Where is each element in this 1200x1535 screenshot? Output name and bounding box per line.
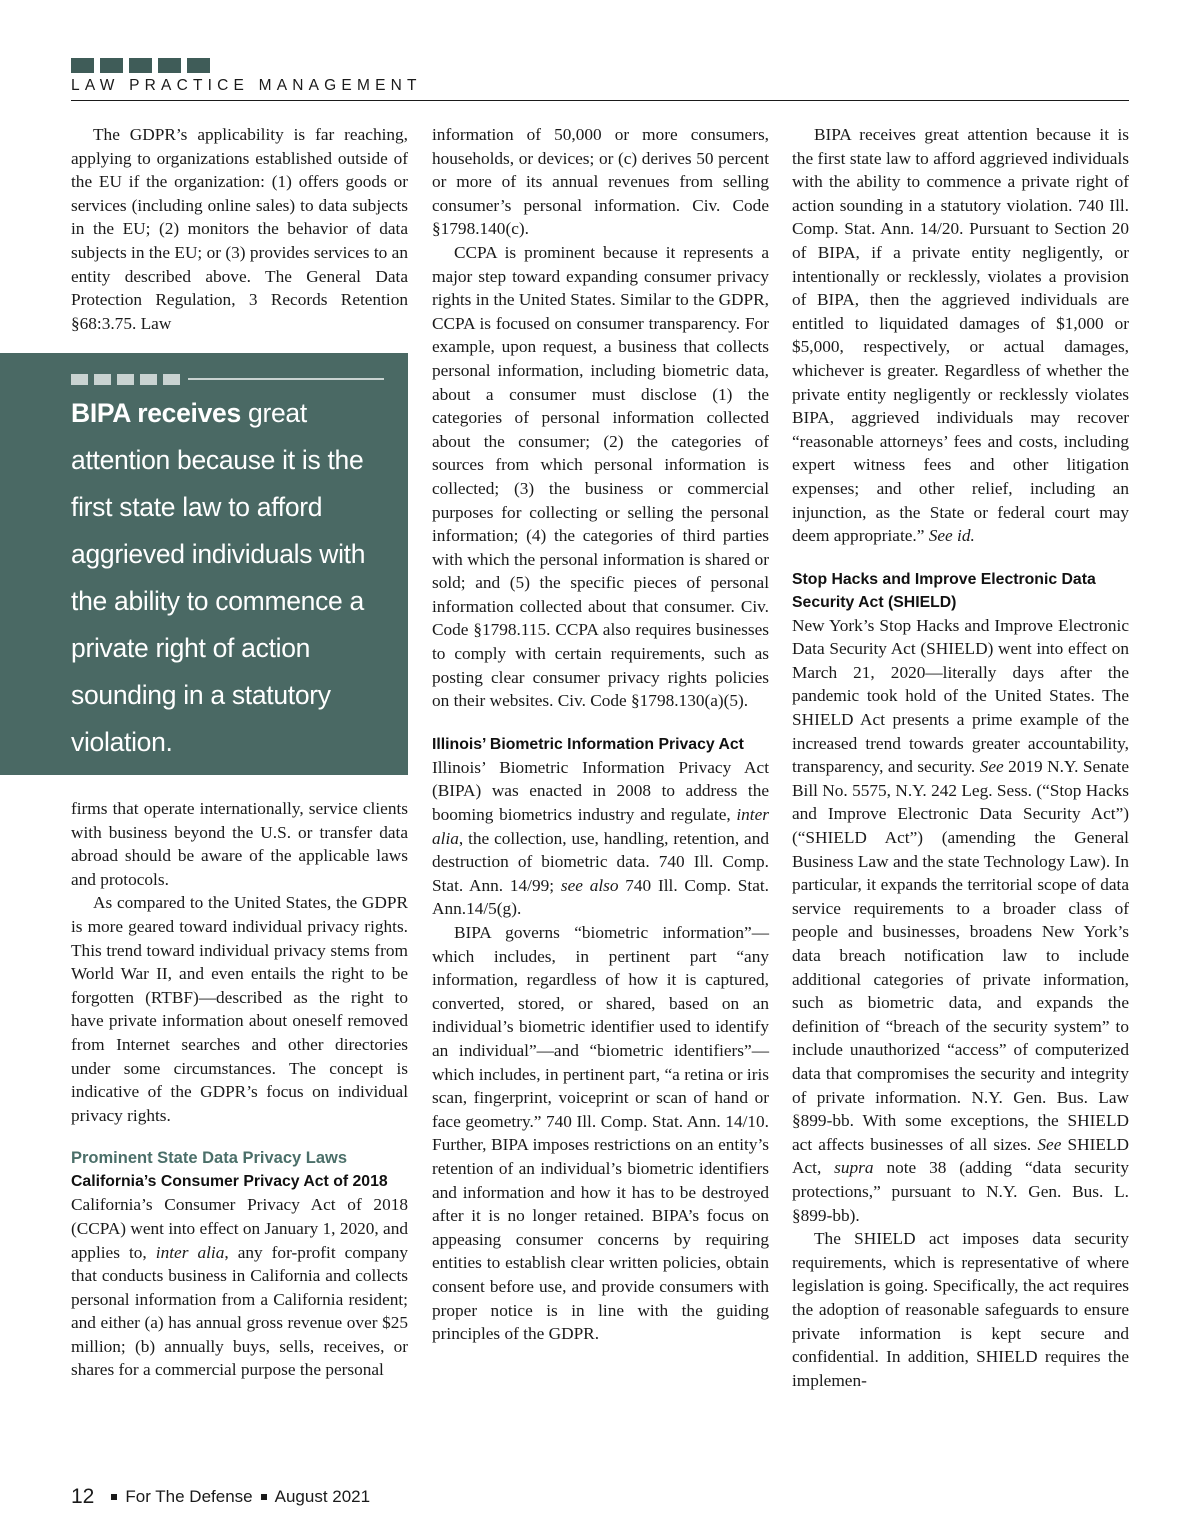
column-3 — [792, 123, 1129, 1392]
header-rule — [71, 100, 1129, 101]
pull-quote-rule — [188, 378, 384, 380]
pull-quote-text — [71, 390, 391, 766]
pull-quote-box — [0, 353, 408, 775]
pull-quote-squares-decoration — [71, 374, 180, 385]
heading-shield: Stop Hacks and Improve Electronic Data Security Act (SHIELD) — [792, 570, 1096, 611]
paragraph-ccpa-intro: California’s Consumer Privacy Act of 2018 (CCPA) went into effect on January 1, 2020, and applies to, inter alia, any for-profit company that conducts business in California and collects personal information from a California resident; and either (a) has annual gross revenue over $25 million; (b) annually buys, sells, receives, or shares for a commercial purpose the personal — [71, 1195, 409, 1380]
paragraph-bipa-attention: BIPA receives great attention because it is the first state law to afford aggrieved individuals with the ability to commence a private right of action sounding in a statutory violation. 740 Ill. Comp. Stat. Ann. 14/20. Pursuant to Section 20 of BIPA, if a private entity negligently, or intentionally or recklessly, violates a provision of BIPA, then the aggrieved individuals are entitled to liquidated damages of $1,000 or $5,000, respectively, or actual damages, whichever is greater. Regardless of whether the private entity negligently or recklessly violates BIPA, aggrieved individuals may recover “reasonable attorneys’ fees and costs, including expert witness fees and other litigation expenses; and other relief, including an injunction, as the State or federal court may deem appropriate.” See id. — [792, 125, 1129, 546]
column-2 — [432, 123, 769, 1346]
pull-quote-lead: BIPA receives — [71, 398, 241, 428]
paragraph-ccpa-prominence: CCPA is prominent because it represents a major step toward expanding consumer privacy rights in the United States. Similar to the GDPR, CCPA is focused on consumer transparency. For example, upon request, a business that collects personal information, including biometric data, about a consumer must disclose (1) the categories of personal information collected about the consumer; (2) the categories of sources from which personal information is collected; (3) the business or commercial purposes for collecting or selling the personal information; (4) the categories of third parties with which the personal information is shared or sold; and (5) the specific pieces of personal information collected about that consumer. Civ. Code §1798.115. CCPA also requires businesses to comply with certain requirements, such as posting clear consumer privacy rights policies on their websites. Civ. Code §1798.130(a)(5). — [432, 242, 769, 711]
column-1-top — [71, 123, 408, 335]
paragraph-gdpr-individual-rights: As compared to the United States, the GDPR is more geared toward individual privacy rights. This trend toward individual privacy stems from World War II, and even entails the right to be forgotten (RTBF)—described as the right to have private information about oneself removed from Internet searches and other directories under some circumstances. The concept is indicative of the GDPR’s focus on individual privacy rights. — [71, 893, 408, 1125]
column-1-bottom — [71, 797, 408, 1382]
paragraph-shield-requirements: The SHIELD act imposes data security requirements, which is representative of where legislation is going. Specifically, the act requires the adoption of reasonable safeguards to ensure private information is kept secure and confidential. In addition, SHIELD requires the implemen- — [792, 1229, 1129, 1390]
paragraph-bipa-governs: BIPA governs “biometric information”—which includes, in pertinent part “any information, regardless of how it is captured, converted, stored, or shared, based on an individual’s biometric identifier used to identify an individual”—and “biometric identifiers”—which includes, in pertinent part, “a retina or iris scan, fingerprint, voiceprint or scan of hand or face geometry.” 740 Ill. Comp. Stat. Ann. 14/10. Further, BIPA imposes restrictions on an entity’s retention of an individual’s biometric identifiers and information and how it has to be destroyed after it is no longer retained. BIPA’s focus on appeasing consumer concerns by requiring entities to establish clear written policies, obtain consent before use, and provide consumers with proper notice is in line with the guiding principles of the GDPR. — [432, 923, 769, 1344]
header-squares-decoration — [71, 58, 210, 73]
page-number: 12 — [71, 1485, 95, 1508]
heading-prominent-state-laws: Prominent State Data Privacy Laws — [71, 1149, 348, 1168]
heading-bipa: Illinois’ Biometric Information Privacy Act — [432, 735, 744, 753]
paragraph-shield-intro: New York’s Stop Hacks and Improve Electronic Data Security Act (SHIELD) went into effect on March 21, 2020—literally days after the pandemic took hold of the United States. The SHIELD Act presents a prime example of the increased trend towards greater accountability, transparency, and security. See 2019 N.Y. Senate Bill No. 5575, N.Y. 242 Leg. Sess. (“Stop Hacks and Improve Electronic Data Security Act”) (“SHIELD Act”) (amending the General Business Law and the state Technology Law). In particular, it expands the territorial scope of data service requirements to a broader class of people and businesses, broadens New York’s data breach notification law to include additional categories of private information, such as biometric data, and expands the definition of “breach of the security system” to include unauthorized “access” of computerized data that compromises the security and integrity of private information. N.Y. Gen. Bus. Law §899-bb. With some exceptions, the SHIELD act affects businesses of all sizes. See SHIELD Act, supra note 38 (adding “data security protections,” pursuant to N.Y. Gen. Bus. L. §899-bb). — [792, 615, 1129, 1225]
footer-separator — [261, 1494, 267, 1500]
pull-quote-rest: great attention because it is the first state law to afford aggrieved individuals with the ability to commence a private right of action sounding in a statutory violation. — [71, 398, 366, 757]
paragraph-ccpa-continued: information of 50,000 or more consumers, households, or devices; or (c) derives 50 percent or more of its annual revenues from selling consumer’s personal information. Civ. Code §1798.140(c). — [432, 125, 769, 239]
page-footer — [71, 1485, 370, 1509]
footer-separator — [111, 1494, 117, 1500]
section-label: LAW PRACTICE MANAGEMENT — [71, 77, 422, 94]
heading-ccpa: California’s Consumer Privacy Act of 2018 — [71, 1173, 388, 1191]
publication-name: For The Defense — [125, 1487, 253, 1506]
paragraph-gdpr-continued: firms that operate internationally, service clients with business beyond the U.S. or transfer data abroad should be aware of the applicable laws and protocols. — [71, 799, 408, 889]
paragraph-bipa-intro: Illinois’ Biometric Information Privacy Act (BIPA) was enacted in 2008 to address the booming biometrics industry and regulate, inter alia, the collection, use, handling, retention, and destruction of biometric data. 740 Ill. Comp. Stat. Ann. 14/99; see also 740 Ill. Comp. Stat. Ann.14/5(g). — [432, 757, 769, 919]
paragraph-gdpr-applicability: The GDPR’s applicability is far reaching, applying to organizations established outside of the EU if the organization: (1) offers goods or services (including online sales) to data subjects in the EU; (2) monitors the behavior of data subjects in the EU; or (3) provides services to an entity described above. The General Data Protection Regulation, 3 Records Retention §68:3.75. Law — [71, 125, 408, 333]
issue-date: August 2021 — [274, 1487, 371, 1506]
